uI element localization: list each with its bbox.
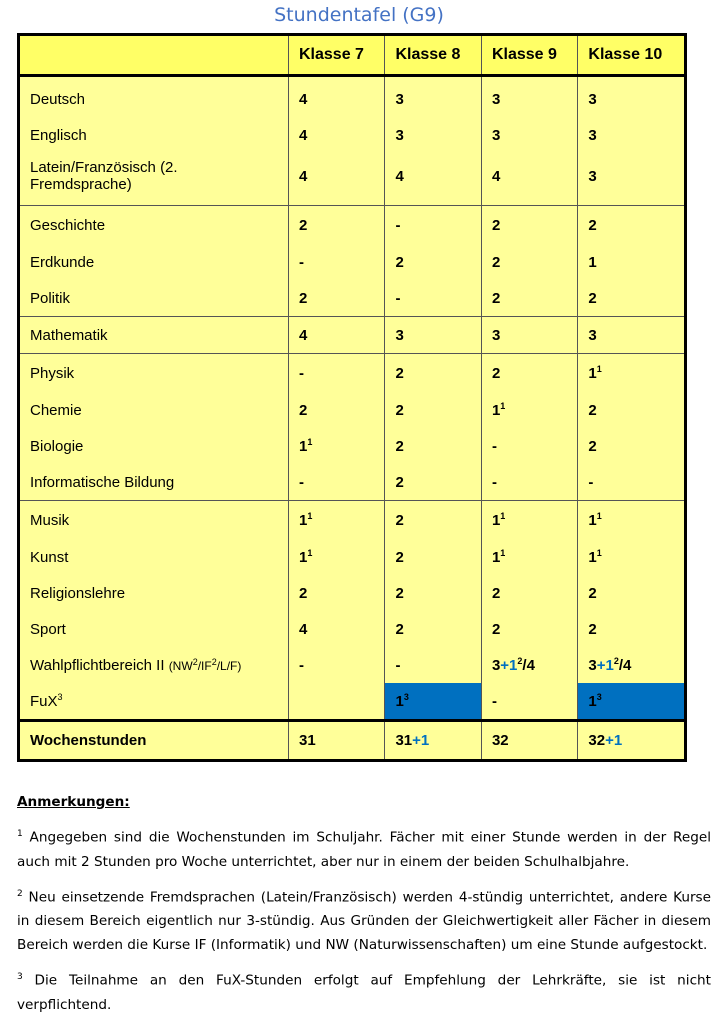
cell-k9: 2 [481, 244, 577, 280]
cell-k7: 2 [289, 392, 385, 428]
note-1: $^1$ Angegeben sind die Wochenstunden im Schuljahr. Fächer mit einer Stunde werden in der Regel auch mit 2 Stunden pro Woche unterrichtet, aber nur in einem der beiden Schulhalbjahre. [17, 829, 711, 870]
cell-k10: 2 [578, 428, 686, 464]
cell-k7: $1^1$ [289, 539, 385, 575]
cell-k9: - [481, 683, 577, 721]
cell-k10: 2 [578, 575, 686, 611]
cell-k10: $3+1^2/4$ [578, 647, 686, 683]
notes-heading: Anmerkungen: [17, 794, 130, 810]
cell-k10: 3 [578, 117, 686, 153]
cell-k7: - [289, 244, 385, 280]
cell-k8: 2 [385, 392, 481, 428]
timetable [17, 33, 687, 762]
cell-k8: 2 [385, 464, 481, 501]
subject-musik: Musik [19, 501, 289, 540]
cell-k8: 4 [385, 153, 481, 206]
note-2: $^2$ Neu einsetzende Fremdsprachen (Latein/Französisch) werden 4-stündig unterrichtet, andere Kurse in diesem Bereich eigentlich nur 3-stündig. Aus Gründen der Gleichwertigkeit aller Fächer in diesem Bereich werden die Kurse IF (Informatik) und NW (Naturwissenschaften) um eine Stunde aufgestockt. [17, 888, 711, 954]
subject-fux: FuX$^3$ [19, 683, 289, 721]
table-row [19, 539, 686, 575]
cell-k9: 2 [481, 611, 577, 647]
table-row [19, 611, 686, 647]
table-row [19, 317, 686, 354]
subject-politik: Politik [19, 280, 289, 317]
cell-k8: 31+1 [385, 721, 481, 761]
cell-k8: 2 [385, 244, 481, 280]
cell-k7: 31 [289, 721, 385, 761]
table-row [19, 354, 686, 393]
cell-k8: 2 [385, 354, 481, 393]
cell-k10: $1^1$ [578, 539, 686, 575]
cell-k8: 3 [385, 317, 481, 354]
cell-k7: 2 [289, 280, 385, 317]
cell-k10: - [578, 464, 686, 501]
cell-k7: 4 [289, 76, 385, 118]
table-row [19, 428, 686, 464]
cell-k7: 4 [289, 117, 385, 153]
cell-k8: - [385, 206, 481, 245]
table-row [19, 392, 686, 428]
cell-k10: 2 [578, 611, 686, 647]
page-title: Stundentafel (G9) [274, 4, 444, 26]
cell-k9: - [481, 464, 577, 501]
subject-deutsch: Deutsch [19, 76, 289, 118]
header-klasse-10: Klasse 10 [578, 35, 686, 76]
subject-religion: Religionslehre [19, 575, 289, 611]
cell-k9: $1^1$ [481, 392, 577, 428]
cell-k9: 4 [481, 153, 577, 206]
subject-sport: Sport [19, 611, 289, 647]
cell-k8: 2 [385, 501, 481, 540]
cell-k9: $1^1$ [481, 539, 577, 575]
subject-kunst: Kunst [19, 539, 289, 575]
cell-k9: - [481, 428, 577, 464]
table-row [19, 575, 686, 611]
cell-k8: 3 [385, 76, 481, 118]
table-row [19, 501, 686, 540]
header-row [19, 35, 686, 76]
cell-k9: 2 [481, 575, 577, 611]
header-klasse-7: Klasse 7 [289, 35, 385, 76]
cell-k7: 2 [289, 206, 385, 245]
table-row [19, 280, 686, 317]
cell-k7: 4 [289, 317, 385, 354]
subject-wochenstunden: Wochenstunden [19, 721, 289, 761]
cell-k7: - [289, 354, 385, 393]
table-row [19, 244, 686, 280]
table-row [19, 206, 686, 245]
cell-k9: 2 [481, 354, 577, 393]
note-3: $^3$ Die Teilnahme an den FuX-Stunden erfolgt auf Empfehlung der Lehrkräfte, sie ist nicht verpflichtend. [17, 972, 711, 1013]
table-row [19, 647, 686, 683]
subject-biologie: Biologie [19, 428, 289, 464]
header-klasse-9: Klasse 9 [481, 35, 577, 76]
cell-k7 [289, 683, 385, 721]
subject-chemie: Chemie [19, 392, 289, 428]
cell-k10: $1^1$ [578, 501, 686, 540]
cell-k9: 3 [481, 76, 577, 118]
cell-k9: 2 [481, 280, 577, 317]
cell-k8: 2 [385, 611, 481, 647]
cell-k7: 4 [289, 611, 385, 647]
cell-k8: 2 [385, 428, 481, 464]
cell-k10: 2 [578, 206, 686, 245]
cell-k8: 2 [385, 575, 481, 611]
cell-k10-highlighted: $1^3$ [578, 683, 686, 721]
cell-k7: $1^1$ [289, 428, 385, 464]
subject-physik: Physik [19, 354, 289, 393]
cell-k7: $1^1$ [289, 501, 385, 540]
subject-erdkunde: Erdkunde [19, 244, 289, 280]
cell-k7: - [289, 464, 385, 501]
cell-k10: 2 [578, 392, 686, 428]
cell-k8: - [385, 647, 481, 683]
cell-k9: 3 [481, 117, 577, 153]
cell-k10: 2 [578, 280, 686, 317]
table-row [19, 153, 686, 206]
cell-k9: 2 [481, 206, 577, 245]
subject-latein: Latein/Französisch (2. Fremdsprache) [19, 153, 289, 206]
cell-k10: 1 [578, 244, 686, 280]
subject-informatik: Informatische Bildung [19, 464, 289, 501]
table-row [19, 683, 686, 721]
subject-mathematik: Mathematik [19, 317, 289, 354]
total-row [19, 721, 686, 761]
subject-englisch: Englisch [19, 117, 289, 153]
cell-k10: 3 [578, 153, 686, 206]
cell-k10: 32+1 [578, 721, 686, 761]
cell-k8: 3 [385, 117, 481, 153]
header-klasse-8: Klasse 8 [385, 35, 481, 76]
cell-k8-highlighted: $1^3$ [385, 683, 481, 721]
subject-wahlpflicht: Wahlpflichtbereich II $(NW^2/IF^2/L/F)$ [19, 647, 289, 683]
cell-k10: 3 [578, 317, 686, 354]
header-subject [19, 35, 289, 76]
cell-k8: 2 [385, 539, 481, 575]
cell-k10: 3 [578, 76, 686, 118]
subject-geschichte: Geschichte [19, 206, 289, 245]
cell-k10: $1^1$ [578, 354, 686, 393]
table-row [19, 464, 686, 501]
notes-section [17, 790, 711, 1025]
table-row [19, 76, 686, 118]
cell-k9: 3 [481, 317, 577, 354]
cell-k7: 2 [289, 575, 385, 611]
cell-k7: - [289, 647, 385, 683]
cell-k9: $3+1^2/4$ [481, 647, 577, 683]
cell-k9: $1^1$ [481, 501, 577, 540]
cell-k9: 32 [481, 721, 577, 761]
table-row [19, 117, 686, 153]
cell-k8: - [385, 280, 481, 317]
cell-k7: 4 [289, 153, 385, 206]
